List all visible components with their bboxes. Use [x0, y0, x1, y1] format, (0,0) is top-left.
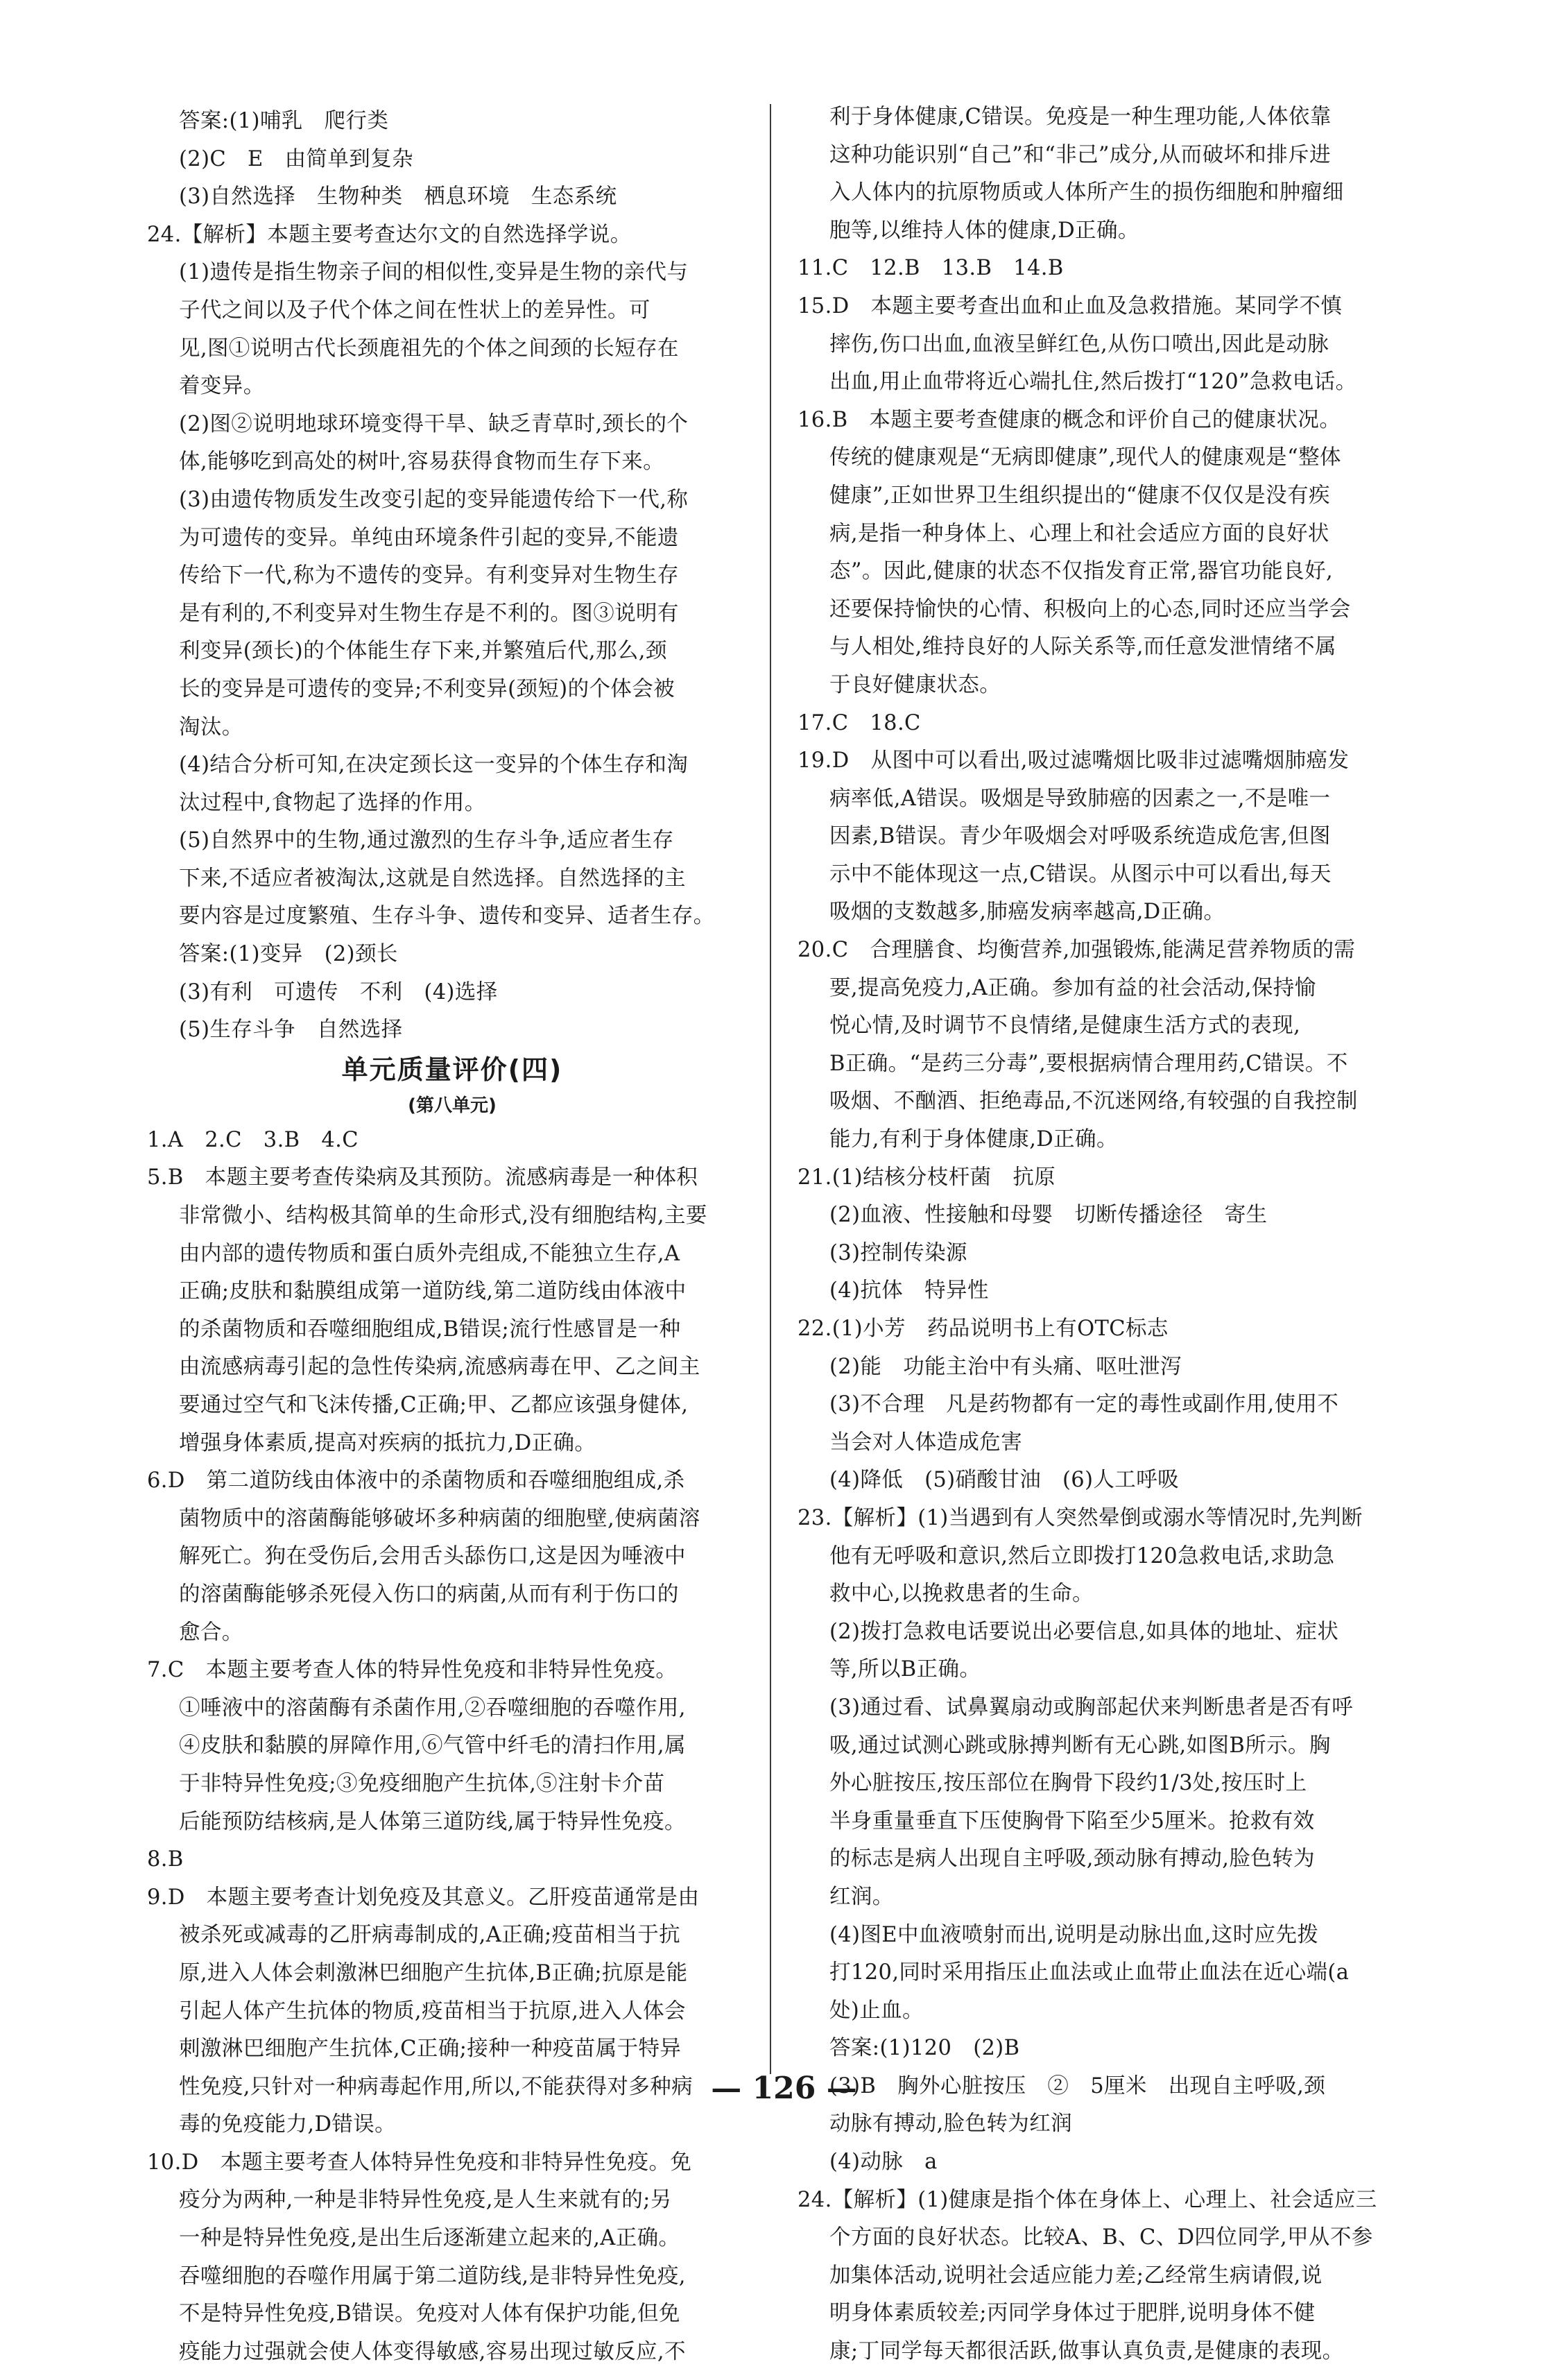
text-line: 红润。 [829, 1884, 894, 1909]
text-line: 一种是特异性免疫,是出生后逐渐建立起来的,A正确。 [179, 2226, 680, 2251]
section-title: 单元质量评价(四) [341, 1054, 563, 1085]
text-line: 示中不能体现这一点,C错误。从图示中可以看出,每天 [829, 862, 1332, 887]
text-line: 23.【解析】(1)当遇到有人突然晕倒或溺水等情况时,先判断 [798, 1505, 1363, 1530]
text-line: 被杀死或减毒的乙肝病毒制成的,A正确;疫苗相当于抗 [179, 1923, 680, 1948]
text-line: 利变异(颈长)的个体能生存下来,并繁殖后代,那么,颈 [179, 639, 667, 664]
right-column [798, 99, 1408, 2371]
text-line: 吸,通过试测心跳或脉搏判断有无心跳,如图B所示。胸 [829, 1733, 1331, 1758]
text-line: 悦心情,及时调节不良情绪,是健康生活方式的表现, [829, 1013, 1301, 1038]
text-line: 11.C 12.B 13.B 14.B [798, 256, 1064, 281]
text-line: (2)图②说明地球环境变得干旱、缺乏青草时,颈长的个 [179, 411, 689, 436]
text-line: 救中心,以挽救患者的生命。 [829, 1582, 1094, 1607]
text-line: 后能预防结核病,是人体第三道防线,属于特异性免疫。 [179, 1809, 686, 1834]
text-line: 外心脏按压,按压部位在胸骨下段约1/3处,按压时上 [829, 1771, 1307, 1796]
text-line: 答案:(1)哺乳 爬行类 [179, 109, 389, 133]
text-line: 淘汰。 [179, 714, 243, 739]
text-line: 愈合。 [179, 1620, 243, 1645]
text-line: 24.【解析】本题主要考查达尔文的自然选择学说。 [147, 222, 632, 247]
left-answer-block [147, 103, 757, 1050]
page-number: — 126 — [711, 2071, 857, 2106]
text-line: 还要保持愉快的心情、积极向上的心态,同时还应当学会 [829, 597, 1351, 622]
text-line: 利于身体健康,C错误。免疫是一种生理功能,人体依靠 [829, 105, 1332, 129]
text-line: 22.(1)小芳 药品说明书上有OTC标志 [798, 1317, 1169, 1341]
text-line: 不是特异性免疫,B错误。免疫对人体有保护功能,但免 [179, 2302, 680, 2327]
text-line: 吸烟、不酗酒、拒绝毒品,不沉迷网络,有较强的自我控制 [829, 1089, 1358, 1114]
text-line: 这种功能识别“自己”和“非己”成分,从而破坏和排斥进 [829, 142, 1331, 167]
text-line: 的杀菌物质和吞噬细胞组成,B错误;流行性感冒是一种 [179, 1317, 681, 1342]
text-line: 引起人体产生抗体的物质,疫苗相当于抗原,进入人体会 [179, 1998, 686, 2023]
text-line: 7.C 本题主要考查人体的特异性免疫和非特异性免疫。 [147, 1658, 678, 1683]
text-line: 吸烟的支数越多,肺癌发病率越高,D正确。 [829, 900, 1225, 925]
text-line: (2)血液、性接触和母婴 切断传播途径 寄生 [829, 1203, 1268, 1228]
text-line: 非常微小、结构极其简单的生命形式,没有细胞结构,主要 [179, 1204, 707, 1229]
text-line: 为可遗传的变异。单纯由环境条件引起的变异,不能遗 [179, 525, 679, 550]
text-line: 21.(1)结核分枝杆菌 抗原 [798, 1165, 1056, 1190]
text-line: 20.C 合理膳食、均衡营养,加强锻炼,能满足营养物质的需 [798, 938, 1356, 963]
text-line: 是有利的,不利变异对生物生存是不利的。图③说明有 [179, 601, 679, 626]
text-line: 明身体素质较差;丙同学身体过于肥胖,说明身体不健 [829, 2301, 1316, 2326]
text-line: 要,提高免疫力,A正确。参加有益的社会活动,保持愉 [829, 975, 1316, 1000]
text-line: 9.D 本题主要考查计划免疫及其意义。乙肝疫苗通常是由 [147, 1885, 700, 1910]
text-line: 加集体活动,说明社会适应能力差;乙经常生病请假,说 [829, 2263, 1323, 2288]
text-line: (2)能 功能主治中有头痛、呕吐泄泻 [829, 1354, 1182, 1379]
text-line: 由内部的遗传物质和蛋白质外壳组成,不能独立生存,A [179, 1241, 680, 1266]
text-line: 刺激淋巴细胞产生抗体,C正确;接种一种疫苗属于特异 [179, 2037, 682, 2062]
text-line: 答案:(1)120 (2)B [829, 2036, 1020, 2061]
text-line: 健康”,正如世界卫生组织提出的“健康不仅仅是没有疾 [829, 483, 1330, 508]
text-line: 解死亡。狗在受伤后,会用舌头舔伤口,这是因为唾液中 [179, 1544, 686, 1569]
text-line: 打120,同时采用指压止血法或止血带止血法在近心端(a [829, 1960, 1350, 1985]
text-line: 性免疫,只针对一种病毒起作用,所以,不能获得对多种病 [179, 2074, 693, 2099]
text-line: 要通过空气和飞沫传播,C正确;甲、乙都应该强身健体, [179, 1393, 689, 1417]
text-line: 当会对人体造成危害 [829, 1430, 1023, 1455]
text-line: (4)动脉 a [829, 2150, 938, 2175]
text-line: 因素,B错误。青少年吸烟会对呼吸系统造成危害,但图 [829, 824, 1331, 849]
text-line: 疫分为两种,一种是非特异性免疫,是人生来就有的;另 [179, 2188, 672, 2213]
text-line: 能力,有利于身体健康,D正确。 [829, 1127, 1118, 1152]
text-line: 1.A 2.C 3.B 4.C [147, 1127, 359, 1152]
text-line: 由流感病毒引起的急性传染病,流感病毒在甲、乙之间主 [179, 1355, 700, 1380]
text-line: 15.D 本题主要考查出血和止血及急救措施。某同学不慎 [798, 293, 1343, 318]
text-line: (3)通过看、试鼻翼扇动或胸部起伏来判断患者是否有呼 [829, 1695, 1354, 1720]
text-line: 长的变异是可遗传的变异;不利变异(颈短)的个体会被 [179, 676, 675, 701]
text-line: 见,图①说明古代长颈鹿祖先的个体之间颈的长短存在 [179, 336, 679, 361]
text-line: 传给下一代,称为不遗传的变异。有利变异对生物生存 [179, 563, 679, 588]
text-line: B正确。“是药三分毒”,要根据病情合理用药,C错误。不 [829, 1051, 1348, 1076]
text-line: 子代之间以及子代个体之间在性状上的差异性。可 [179, 298, 651, 323]
text-line: 胞等,以维持人体的健康,D正确。 [829, 218, 1139, 243]
text-line: 的溶菌酶能够杀死侵入伤口的病菌,从而有利于伤口的 [179, 1582, 679, 1607]
text-line: 疫能力过强就会使人体变得敏感,容易出现过敏反应,不 [179, 2339, 686, 2364]
text-line: (2)拨打急救电话要说出必要信息,如具体的地址、症状 [829, 1619, 1339, 1644]
text-line: 入人体内的抗原物质或人体所产生的损伤细胞和肿瘤细 [829, 180, 1344, 205]
right-answer-block [798, 99, 1408, 2371]
text-line: 病率低,A错误。吸烟是导致肺癌的因素之一,不是唯一 [829, 786, 1331, 811]
text-line: (5)生存斗争 自然选择 [179, 1018, 403, 1043]
text-line: 答案:(1)变异 (2)颈长 [179, 942, 398, 967]
text-line: 10.D 本题主要考查人体特异性免疫和非特异性免疫。免 [147, 2150, 692, 2175]
text-line: (3)自然选择 生物种类 栖息环境 生态系统 [179, 185, 617, 209]
left-answer-block-2 [147, 1122, 757, 2371]
left-column [147, 103, 757, 2371]
text-line: 17.C 18.C [798, 710, 921, 735]
text-line: ④皮肤和黏膜的屏障作用,⑥气管中纤毛的清扫作用,属 [179, 1734, 686, 1758]
text-line: (3)有利 可遗传 不利 (4)选择 [179, 979, 498, 1004]
text-line: 要内容是过度繁殖、生存斗争、遗传和变异、适者生存。 [179, 904, 715, 929]
text-line: (4)结合分析可知,在决定颈长这一变异的个体生存和淘 [179, 753, 689, 778]
text-line: 菌物质中的溶菌酶能够破坏多种病菌的细胞壁,使病菌溶 [179, 1506, 700, 1531]
text-line: 处)止血。 [829, 1998, 924, 2023]
text-line: 康;丁同学每天都很活跃,做事认真负责,是健康的表现。 [829, 2339, 1344, 2364]
text-line: 传统的健康观是“无病即健康”,现代人的健康观是“整体 [829, 445, 1341, 470]
text-line: (1)遗传是指生物亲子间的相似性,变异是生物的亲代与 [179, 260, 689, 285]
text-line: (3)控制传染源 [829, 1240, 967, 1265]
text-line: (3)B 胸外心脏按压 ② 5厘米 出现自主呼吸,颈 [829, 2073, 1326, 2098]
text-line: 6.D 第二道防线由体液中的杀菌物质和吞噬细胞组成,杀 [147, 1469, 685, 1493]
text-line: 吞噬细胞的吞噬作用属于第二道防线,是非特异性免疫, [179, 2263, 686, 2288]
text-line: 8.B [147, 1847, 184, 1872]
text-line: 毒的免疫能力,D错误。 [179, 2112, 397, 2137]
text-line: (4)抗体 特异性 [829, 1278, 989, 1303]
text-line: 汰过程中,食物起了选择的作用。 [179, 790, 486, 815]
text-line: 着变异。 [179, 374, 265, 399]
text-line: (4)降低 (5)硝酸甘油 (6)人工呼吸 [829, 1468, 1180, 1493]
text-line: ①唾液中的溶菌酶有杀菌作用,②吞噬细胞的吞噬作用, [179, 1695, 686, 1720]
text-line: 个方面的良好状态。比较A、B、C、D四位同学,甲从不参 [829, 2225, 1373, 2250]
text-line: 于非特异性免疫;③免疫细胞产生抗体,⑤注射卡介苗 [179, 1771, 665, 1796]
text-line: 与人相处,维持良好的人际关系等,而任意发泄情绪不属 [829, 635, 1336, 660]
text-line: 态”。因此,健康的状态不仅指发育正常,器官功能良好, [829, 559, 1334, 584]
text-line: (3)不合理 凡是药物都有一定的毒性或副作用,使用不 [829, 1392, 1339, 1417]
text-line: 体,能够吃到高处的树叶,容易获得食物而生存下来。 [179, 450, 664, 474]
text-line: (2)C E 由简单到复杂 [179, 146, 414, 171]
text-line: 摔伤,伤口出血,血液呈鲜红色,从伤口喷出,因此是动脉 [829, 332, 1329, 357]
text-line: 出血,用止血带将近心端扎住,然后拨打“120”急救电话。 [829, 370, 1357, 395]
text-line: (4)图E中血液喷射而出,说明是动脉出血,这时应先拨 [829, 1922, 1319, 1947]
text-line: 病,是指一种身体上、心理上和社会适应方面的良好状 [829, 521, 1329, 546]
text-line: (5)自然界中的生物,通过激烈的生存斗争,适应者生存 [179, 828, 674, 853]
text-line: 下来,不适应者被淘汰,这就是自然选择。自然选择的主 [179, 866, 686, 891]
text-line: 原,进入人体会刺激淋巴细胞产生抗体,B正确;抗原是能 [179, 1960, 688, 1985]
text-line: 正确;皮肤和黏膜组成第一道防线,第二道防线由体液中 [179, 1279, 687, 1304]
text-line: 5.B 本题主要考查传染病及其预防。流感病毒是一种体积 [147, 1165, 698, 1190]
text-line: 等,所以B正确。 [829, 1657, 981, 1682]
text-line: 动脉有搏动,脸色转为红润 [829, 2112, 1072, 2137]
text-line: 增强身体素质,提高对疾病的抵抗力,D正确。 [179, 1430, 596, 1455]
text-line: 于良好健康状态。 [829, 672, 1001, 697]
column-divider [770, 104, 771, 2074]
text-line: 19.D 从图中可以看出,吸过滤嘴烟比吸非过滤嘴烟肺癌发 [798, 748, 1350, 773]
text-line: 的标志是病人出现自主呼吸,颈动脉有搏动,脸色转为 [829, 1847, 1315, 1872]
text-line: 半身重量垂直下压使胸骨下陷至少5厘米。抢救有效 [829, 1808, 1315, 1833]
text-line: 24.【解析】(1)健康是指个体在身体上、心理上、社会适应三 [798, 2187, 1377, 2212]
text-line: 16.B 本题主要考查健康的概念和评价自己的健康状况。 [798, 407, 1341, 432]
text-line: 他有无呼吸和意识,然后立即拨打120急救电话,求助急 [829, 1543, 1335, 1568]
text-line: (3)由遗传物质发生改变引起的变异能遗传给下一代,称 [179, 487, 689, 512]
section-subtitle: (第八单元) [408, 1095, 497, 1116]
